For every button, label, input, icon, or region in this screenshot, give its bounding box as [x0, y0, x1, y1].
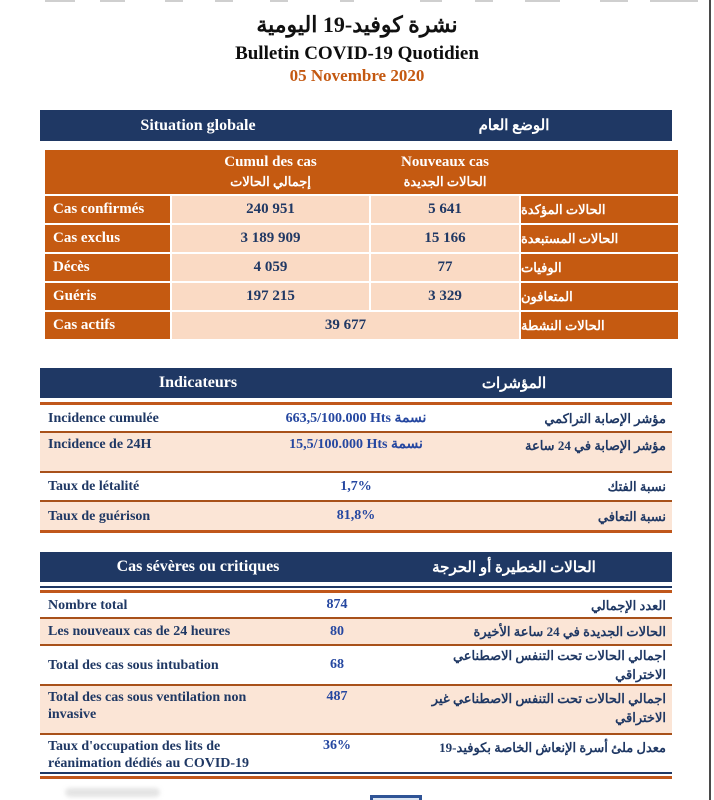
page-edge-artifact	[215, 0, 233, 2]
cell-actifs-merged: 39 677	[172, 312, 519, 339]
page-edge-artifact	[165, 0, 183, 2]
row-value: 80	[330, 623, 344, 639]
section-header-cas-severes	[40, 552, 672, 582]
cell-cumul: 3 189 909	[172, 225, 369, 252]
column-header-label: Nouveaux cas	[401, 154, 489, 170]
row-label-fr: Cas confirmés	[45, 196, 170, 223]
table-row	[40, 405, 672, 431]
indicators-table	[40, 402, 672, 533]
column-header-label-ar: الحالات الجديدة	[403, 174, 487, 189]
global-situation-table	[45, 150, 672, 339]
section-title-ar: المؤشرات	[481, 375, 547, 392]
column-header-label: Cumul des cas	[224, 154, 317, 170]
row-label-ar: نسبة التعافي	[597, 508, 666, 524]
row-value: 1,7%	[340, 478, 372, 494]
row-label-fr: Total des cas sous ventilation non invasive	[48, 690, 247, 722]
cell-nouveaux: 15 166	[371, 225, 519, 252]
cut-off-blue-shape	[370, 795, 422, 800]
column-header-label-ar: إجمالي الحالات	[230, 174, 311, 189]
cell-nouveaux: 5 641	[371, 196, 519, 223]
column-header-nouveaux	[371, 152, 519, 192]
row-label-ar: الحالات المؤكدة	[521, 196, 678, 223]
row-label-ar: الوفيات	[521, 254, 678, 281]
row-label-ar: العدد الإجمالي	[590, 597, 666, 613]
row-label-ar: اجمالي الحالات تحت التنفس الاصطناعي غير الاختراقي	[431, 691, 666, 725]
row-label-ar: الحالات النشطة	[521, 312, 678, 339]
table-row	[40, 471, 672, 500]
table-row	[40, 644, 672, 684]
bulletin-title-arabic: نشرة كوفيد-19 اليومية	[256, 12, 458, 37]
row-label-fr: Nombre total	[48, 597, 128, 613]
table-header-row	[45, 150, 678, 194]
bulletin-date: 05 Novembre 2020	[289, 66, 425, 85]
cell-cumul: 197 215	[172, 283, 369, 310]
section-header-situation-globale	[40, 110, 672, 141]
row-label-ar: المتعافون	[521, 283, 678, 310]
row-label-fr: Taux de guérison	[48, 508, 151, 524]
row-label-fr: Taux de létalité	[48, 479, 140, 494]
row-label-fr: Les nouveaux cas de 24 heures	[48, 624, 231, 639]
page-edge-artifact	[100, 0, 125, 2]
row-label-ar: الحالات المستبعدة	[521, 225, 678, 252]
section-title-fr: Situation globale	[140, 116, 256, 134]
row-label-fr: Taux d'occupation des lits de réanimation dédiés au COVID-19	[48, 739, 250, 771]
table-row	[40, 684, 672, 733]
row-label-ar: مؤشر الإصابة التراكمي	[544, 410, 666, 426]
page-edge-artifact	[650, 0, 698, 2]
bulletin-title-french: Bulletin COVID-19 Quotidien	[235, 43, 479, 64]
row-value: 487	[326, 689, 348, 704]
cell-cumul: 240 951	[172, 196, 369, 223]
row-value: 68	[330, 657, 344, 672]
table-row	[40, 733, 672, 772]
cell-nouveaux: 3 329	[371, 283, 519, 310]
table-border	[40, 530, 672, 533]
page-edge-artifact	[475, 0, 493, 2]
page-edge-artifact	[600, 0, 628, 2]
column-header-cumul	[172, 152, 369, 192]
section-title-fr: Cas sévères ou critiques	[116, 558, 280, 575]
table-row	[40, 500, 672, 530]
page-edge-artifact	[525, 0, 560, 2]
cell-cumul: 4 059	[172, 254, 369, 281]
table-row	[40, 431, 672, 471]
row-label-ar: مؤشر الإصابة في 24 ساعة	[524, 438, 666, 453]
row-value: 36%	[323, 738, 351, 753]
page-edge-artifact	[340, 0, 354, 2]
section-title-fr: Indicateurs	[158, 374, 238, 391]
table-border	[40, 772, 672, 774]
page-edge-line	[709, 0, 711, 800]
row-label-fr: Guéris	[45, 283, 170, 310]
table-row	[40, 593, 672, 617]
row-label-fr: Total des cas sous intubation	[48, 657, 219, 673]
row-value: 15,5/100.000 Hts نسمة	[289, 437, 423, 452]
table-border	[40, 586, 672, 593]
row-label-fr: Cas actifs	[45, 312, 170, 339]
row-value: 663,5/100.000 Hts نسمة	[285, 410, 427, 426]
row-label-ar: الحالات الجديدة في 24 ساعة الأخيرة	[473, 624, 666, 639]
row-label-fr: Incidence cumulée	[48, 410, 159, 426]
row-label-fr: Décès	[45, 254, 170, 281]
page-smudge-artifact	[65, 788, 160, 797]
row-label-ar: معدل ملئ أسرة الإنعاش الخاصة بكوفيد-19	[439, 740, 666, 755]
row-label-fr: Cas exclus	[45, 225, 170, 252]
section-header-indicateurs	[40, 368, 672, 398]
table-border	[40, 776, 672, 779]
section-title-ar: الوضع العام	[478, 118, 550, 134]
row-value: 81,8%	[336, 508, 376, 523]
page-edge-artifact	[270, 0, 288, 2]
row-label-ar: نسبة الفتك	[607, 479, 666, 494]
table-row	[40, 617, 672, 644]
severe-cases-table	[40, 586, 672, 779]
section-title-ar: الحالات الخطيرة أو الحرجة	[432, 559, 596, 576]
row-label-fr: Incidence de 24H	[48, 437, 152, 452]
row-label-ar: اجمالي الحالات تحت التنفس الاصطناعي الاختراقي	[452, 648, 666, 682]
page-edge-artifact	[420, 0, 442, 2]
cell-nouveaux: 77	[371, 254, 519, 281]
page-edge-artifact	[45, 0, 75, 2]
row-value: 874	[326, 597, 348, 612]
